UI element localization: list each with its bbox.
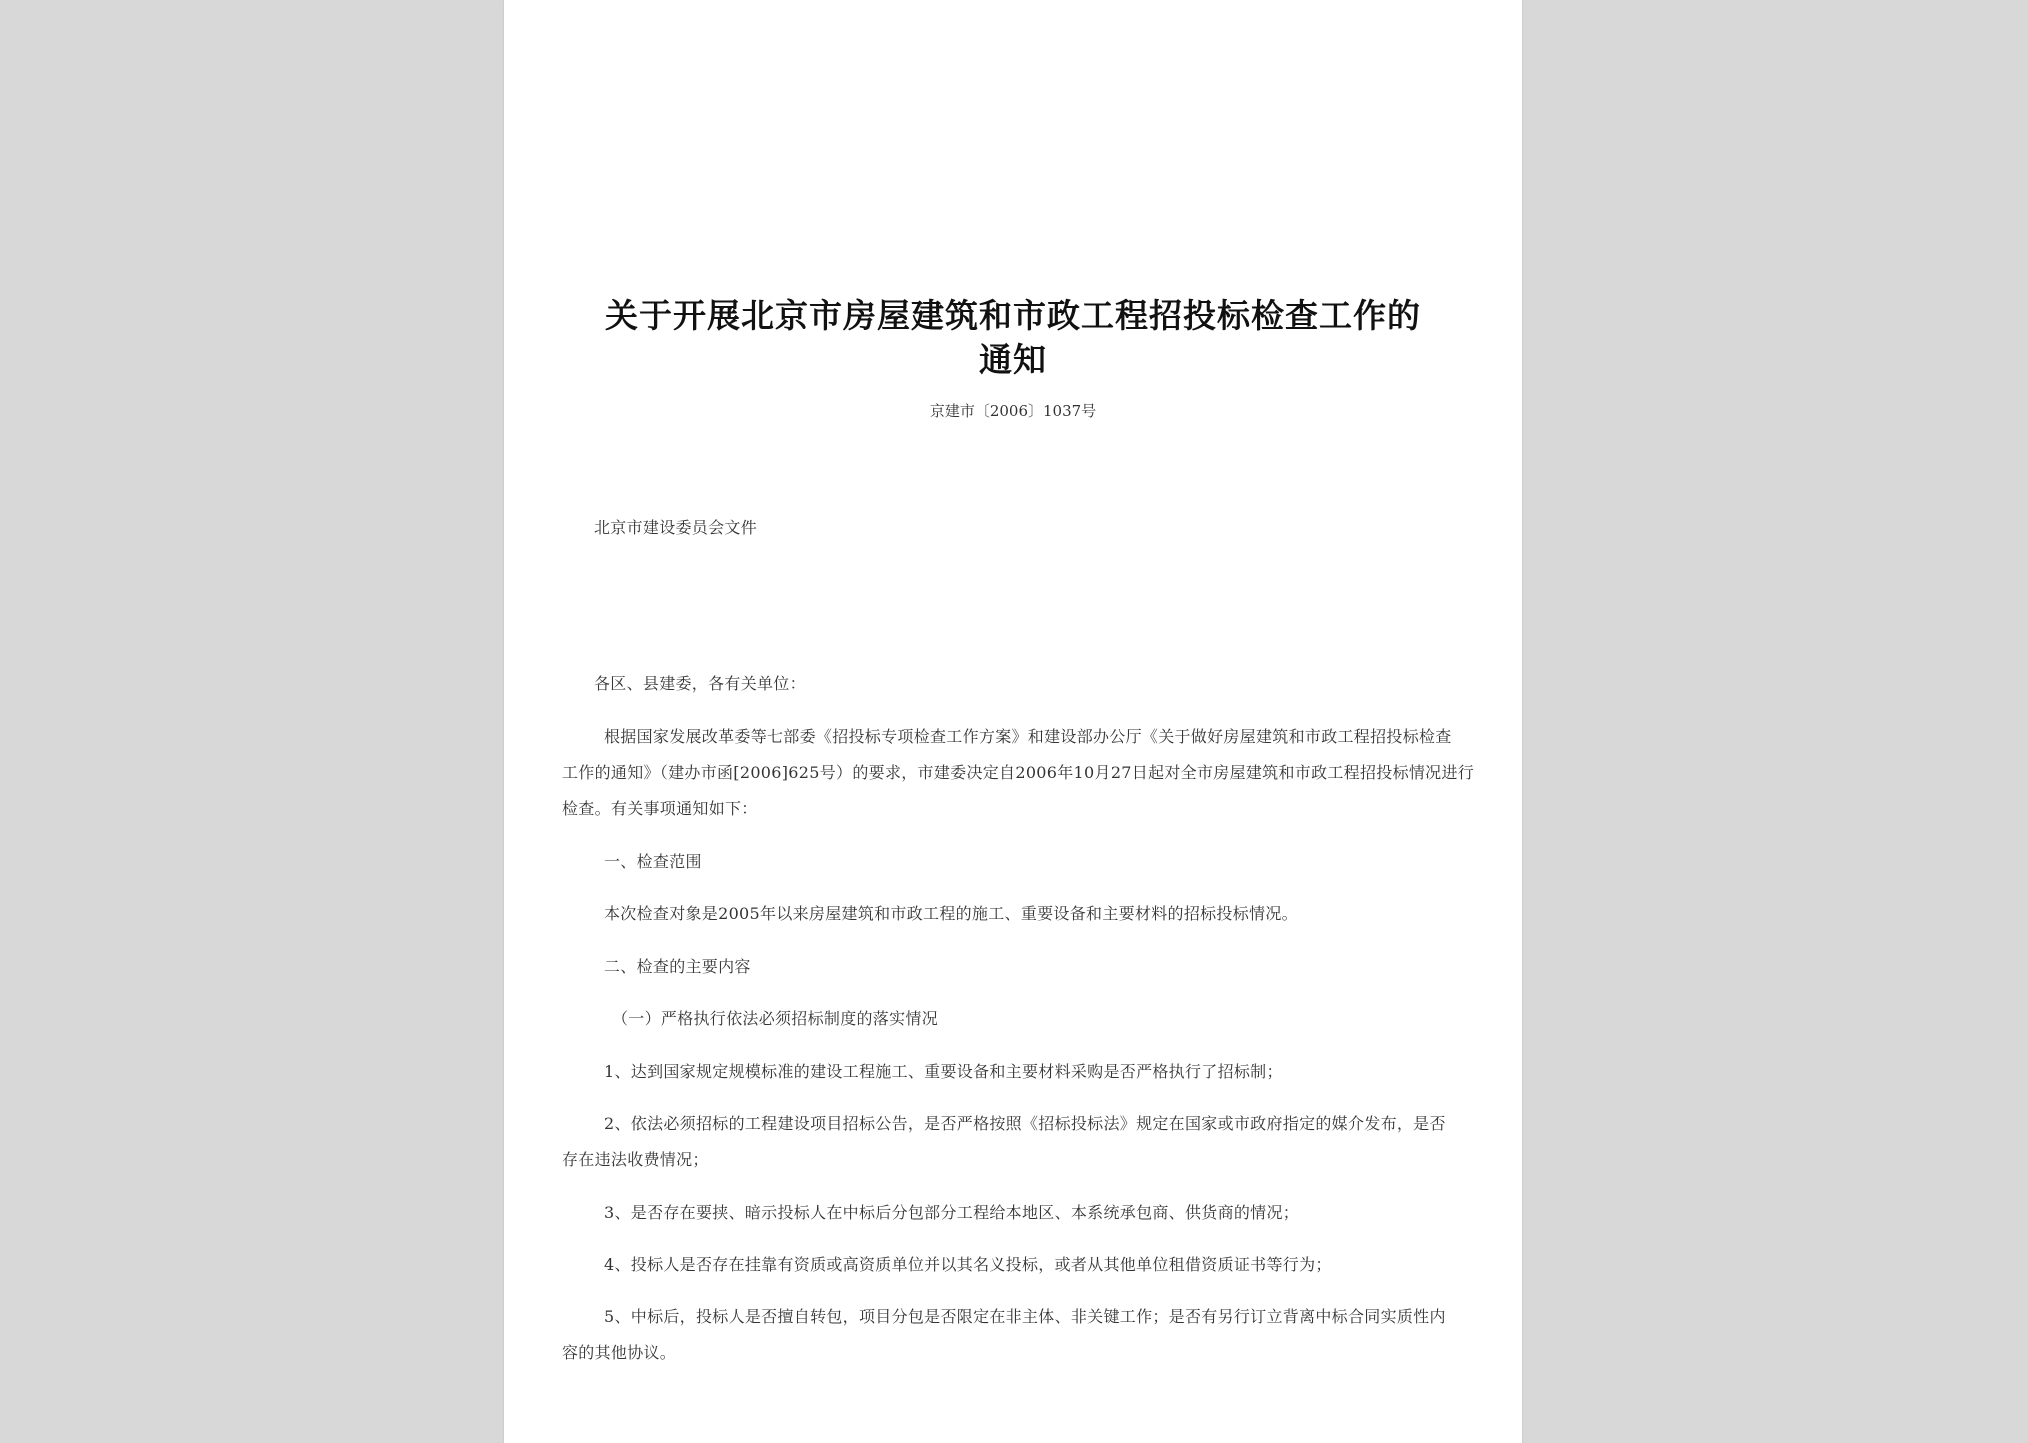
list-item-5-line2: 容的其他协议。 xyxy=(562,1343,677,1362)
subsection1-heading: （一）严格执行依法必须招标制度的落实情况 xyxy=(612,1009,939,1028)
section1-heading: 一、检查范围 xyxy=(604,852,702,871)
list-item-2-line2: 存在违法收费情况； xyxy=(562,1150,709,1169)
issuer-line: 北京市建设委员会文件 xyxy=(594,518,758,537)
list-item-1: 1、达到国家规定规模标准的建设工程施工、重要设备和主要材料采购是否严格执行了招标制； xyxy=(604,1062,1283,1081)
document-page xyxy=(504,0,1522,1443)
intro-paragraph-line2: 工作的通知》（建办市函[2006]625号）的要求，市建委决定自2006年10月27日起对全市房屋建筑和市政工程招投标情况进行 xyxy=(562,763,1475,782)
salutation: 各区、县建委，各有关单位： xyxy=(594,674,806,693)
intro-paragraph-line3: 检查。有关事项通知如下： xyxy=(562,799,758,818)
intro-paragraph-line1: 根据国家发展改革委等七部委《招投标专项检查工作方案》和建设部办公厅《关于做好房屋建筑和市政工程招投标检查 xyxy=(604,727,1452,746)
list-item-2-line1: 2、依法必须招标的工程建设项目招标公告，是否严格按照《招标投标法》规定在国家或市政府指定的媒介发布，是否 xyxy=(604,1114,1446,1133)
list-item-3: 3、是否存在要挟、暗示投标人在中标后分包部分工程给本地区、本系统承包商、供货商的情况； xyxy=(604,1203,1300,1222)
section2-heading: 二、检查的主要内容 xyxy=(604,957,751,976)
list-item-5-line1: 5、中标后，投标人是否擅自转包，项目分包是否限定在非主体、非关键工作；是否有另行订立背离中标合同实质性内 xyxy=(604,1307,1446,1326)
section1-body: 本次检查对象是2005年以来房屋建筑和市政工程的施工、重要设备和主要材料的招标投标情况。 xyxy=(604,904,1298,923)
document-number: 京建市〔2006〕1037号 xyxy=(929,402,1097,420)
list-item-4: 4、投标人是否存在挂靠有资质或高资质单位并以其名义投标，或者从其他单位租借资质证书等行为； xyxy=(604,1255,1332,1274)
document-title-line1: 关于开展北京市房屋建筑和市政工程招投标检查工作的 xyxy=(605,296,1421,335)
document-title-line2: 通知 xyxy=(979,340,1047,379)
